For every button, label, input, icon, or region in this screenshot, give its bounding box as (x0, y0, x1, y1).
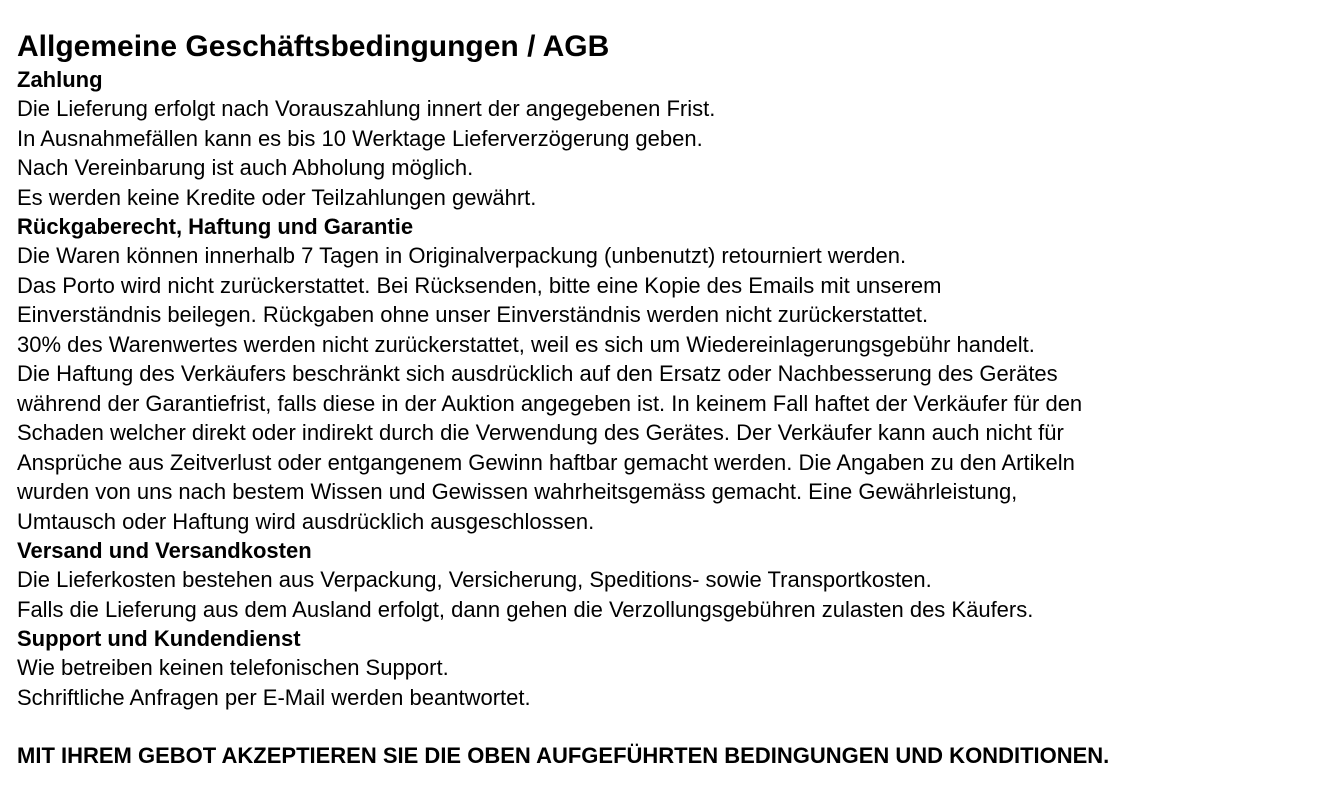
section-rueckgaberecht (17, 212, 1317, 536)
closing-notice: MIT IHREM GEBOT AKZEPTIEREN SIE DIE OBEN AUFGEFÜHRTEN BEDINGUNGEN UND KONDITIONEN. (17, 743, 1110, 768)
section-support (17, 624, 1317, 712)
text-line: Das Porto wird nicht zurückerstattet. Bei Rücksenden, bitte eine Kopie des Emails mit unserem (17, 272, 942, 298)
text-line: In Ausnahmefällen kann es bis 10 Werktage Lieferverzögerung geben. (17, 125, 703, 151)
text-line: Umtausch oder Haftung wird ausdrücklich ausgeschlossen. (17, 508, 595, 534)
text-line: Die Lieferkosten bestehen aus Verpackung, Versicherung, Speditions- sowie Transportkosten. (17, 567, 932, 592)
text-line: Es werden keine Kredite oder Teilzahlungen gewährt. (17, 184, 537, 210)
text-line: während der Garantiefrist, falls diese in der Auktion angegeben ist. In keinem Fall haftet der Verkäufer für den (17, 390, 1083, 416)
section-heading: Versand und Versandkosten (17, 538, 312, 563)
text-line: Falls die Lieferung aus dem Ausland erfolgt, dann gehen die Verzollungsgebühren zulasten des Käufers. (17, 596, 1034, 622)
section-versand (17, 536, 1317, 624)
page-title: Allgemeine Geschäftsbedingungen / AGB (17, 30, 610, 63)
text-line: Schaden welcher direkt oder indirekt durch die Verwendung des Gerätes. Der Verkäufer kann auch nicht für (17, 420, 1064, 445)
text-line: Wie betreiben keinen telefonischen Support. (17, 655, 449, 680)
section-heading: Support und Kundendienst (17, 626, 301, 651)
text-line: 30% des Warenwertes werden nicht zurückerstattet, weil es sich um Wiedereinlagerungsgebühr handelt. (17, 331, 1035, 357)
text-line: Die Haftung des Verkäufers beschränkt sich ausdrücklich auf den Ersatz oder Nachbesserung des Gerätes (17, 361, 1058, 386)
text-line: Die Waren können innerhalb 7 Tagen in Originalverpackung (unbenutzt) retourniert werden. (17, 243, 907, 268)
text-line: Ansprüche aus Zeitverlust oder entgangenem Gewinn haftbar gemacht werden. Die Angaben zu den Artikeln (17, 449, 1075, 475)
text-line: Die Lieferung erfolgt nach Vorauszahlung innert der angegebenen Frist. (17, 96, 716, 121)
spacer (17, 712, 1317, 741)
section-heading: Zahlung (17, 67, 103, 92)
text-line: Nach Vereinbarung ist auch Abholung möglich. (17, 155, 474, 180)
text-line: wurden von uns nach bestem Wissen und Gewissen wahrheitsgemäss gemacht. Eine Gewährleistung, (17, 479, 1018, 504)
document (17, 29, 1317, 771)
text-line: Einverständnis beilegen. Rückgaben ohne unser Einverständnis werden nicht zurückerstattet. (17, 302, 929, 327)
section-zahlung (17, 65, 1317, 212)
section-heading: Rückgaberecht, Haftung und Garantie (17, 214, 414, 239)
text-line: Schriftliche Anfragen per E-Mail werden beantwortet. (17, 684, 531, 710)
